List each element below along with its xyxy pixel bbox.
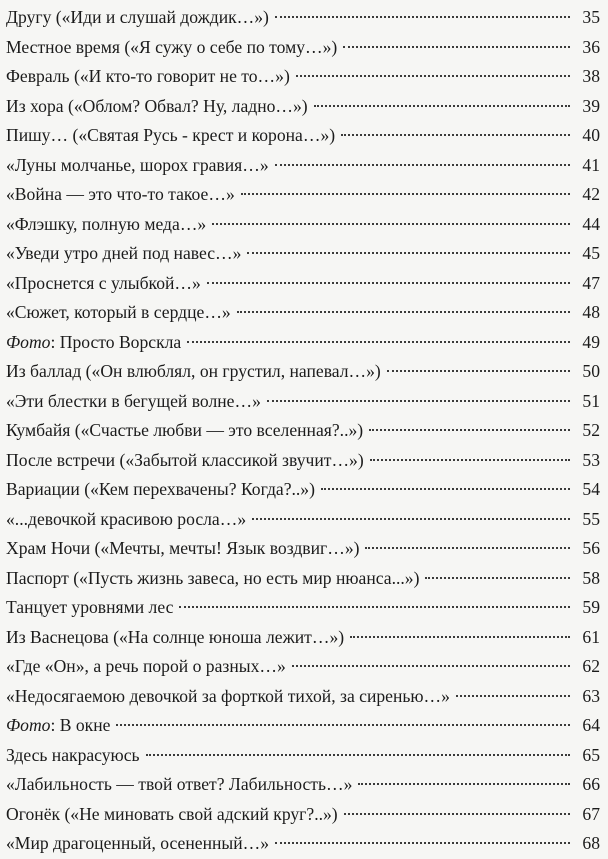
toc-entry-title (6, 357, 381, 387)
toc-entry-text: Здесь накрасуюсь (6, 744, 140, 765)
dot-leader (267, 400, 570, 402)
toc-entry-page-number: 54 (582, 479, 600, 499)
toc-entry-page-number: 56 (582, 538, 600, 558)
toc-entry-page-number: 53 (582, 449, 600, 470)
toc-entry-text: «...девочкой красивою росла…» (6, 508, 247, 529)
toc-entry-page-number: 59 (582, 597, 600, 617)
toc-entry-text: «Война — это что-то такое…» (6, 184, 235, 204)
toc-entry-text: «Уведи утро дней под навес…» (6, 243, 242, 263)
toc-entry-page-number: 42 (582, 184, 600, 204)
toc-entry-text: : В окне (50, 715, 111, 735)
toc-entry-title (6, 210, 206, 240)
toc-entry (6, 33, 600, 63)
toc-entry-text: «Эти блестки в бегущей волне…» (6, 390, 261, 411)
toc-entry-text: Пишу… («Святая Русь - крест и корона…») (6, 125, 336, 145)
toc-entry-text: Танцует уровнями лес (6, 597, 174, 617)
toc-entry-page-number: 50 (582, 361, 600, 381)
toc-entry-title (6, 180, 235, 210)
toc-entry-page-number: 62 (582, 656, 600, 676)
toc-entry-title (6, 800, 338, 830)
toc-entry (6, 564, 600, 594)
dot-leader (275, 16, 570, 18)
toc-entry (6, 446, 600, 476)
toc-entry-title (6, 62, 290, 92)
toc-entry (6, 3, 600, 33)
toc-entry (6, 210, 600, 240)
toc-entry-page-number: 49 (582, 331, 600, 352)
toc-entry-title (6, 239, 241, 269)
toc-entry-title (6, 564, 419, 594)
toc-entry (6, 593, 600, 623)
toc-entry-title (6, 534, 359, 564)
dot-leader (212, 223, 570, 225)
toc-entry-page-number: 55 (582, 508, 600, 529)
toc-entry-page-number: 64 (582, 715, 600, 735)
toc-entry (6, 357, 600, 387)
toc-entry-page-number: 61 (582, 626, 600, 647)
toc-entry-text: : Просто Ворскла (50, 331, 182, 352)
dot-leader (314, 105, 570, 107)
toc-entry (6, 269, 600, 299)
toc-entry (6, 62, 600, 92)
toc-entry-text: Паспорт («Пусть жизнь завеса, но есть мир нюанса...») (6, 567, 420, 588)
toc-entry (6, 682, 600, 712)
toc-entry-page-number: 63 (582, 685, 600, 706)
dot-leader (275, 164, 570, 166)
toc-entry (6, 623, 600, 653)
toc-entry-text: «Недосягаемою девочкой за форткой тихой, за сиренью…» (6, 685, 450, 706)
toc-entry-text: «Проснется с улыбкой…» (6, 272, 201, 293)
dot-leader (296, 75, 570, 77)
toc-entry (6, 652, 600, 682)
toc-entry-text: Огонёк («Не миновать свой адский круг?..») (6, 803, 338, 824)
toc-entry-prefix: Фото (6, 331, 51, 352)
toc-entry (6, 711, 600, 741)
toc-entry-title (6, 711, 110, 741)
toc-entry-title (6, 416, 363, 446)
dot-leader (343, 46, 570, 48)
toc-entry-page-number: 67 (582, 803, 600, 824)
toc-entry (6, 121, 600, 151)
toc-entry-text: «Луны молчанье, шорох гравия…» (6, 154, 269, 175)
toc-entry-title (6, 505, 246, 535)
dot-leader (179, 606, 570, 608)
toc-entry (6, 387, 600, 417)
toc-entry-text: Храм Ночи («Мечты, мечты! Язык воздвиг…») (6, 538, 360, 558)
toc-entry-title (6, 770, 352, 800)
dot-leader (292, 665, 570, 667)
toc-entry (6, 92, 600, 122)
dot-leader (252, 518, 570, 520)
toc-entry-title (6, 593, 173, 623)
toc-entry (6, 800, 600, 830)
toc-entry-title (6, 3, 269, 33)
dot-leader (247, 252, 570, 254)
toc-entry-title (6, 446, 364, 476)
toc-entry-text: Февраль («И кто-то говорит не то…») (6, 66, 290, 86)
toc-entry-page-number: 68 (582, 833, 600, 853)
toc-entry-page-number: 51 (582, 390, 600, 411)
dot-leader (370, 459, 570, 461)
dot-leader (187, 341, 570, 343)
toc-entry (6, 180, 600, 210)
toc-entry (6, 416, 600, 446)
toc-entry-title (6, 741, 140, 771)
dot-leader (365, 547, 570, 549)
dot-leader (207, 282, 570, 284)
toc-entry-text: Из Васнецова («На солнце юноша лежит…») (6, 626, 345, 647)
toc-entry-title (6, 682, 450, 712)
toc-entry-title (6, 475, 315, 505)
toc-entry-title (6, 652, 286, 682)
toc-entry-page-number: 58 (582, 567, 600, 588)
toc-entry-text: Кумбайя («Счастье любви — это вселенная?..») (6, 420, 364, 440)
dot-leader (350, 636, 570, 638)
dot-leader (341, 134, 570, 136)
toc-entry-page-number: 38 (582, 66, 600, 86)
toc-entry-prefix: Фото (6, 715, 51, 735)
toc-entry (6, 475, 600, 505)
toc-entry-page-number: 44 (582, 213, 600, 234)
dot-leader (116, 724, 570, 726)
dot-leader (241, 193, 570, 195)
toc-entry (6, 741, 600, 771)
dot-leader (321, 488, 570, 490)
toc-entry-text: Из баллад («Он влюблял, он грустил, напевал…») (6, 361, 381, 381)
toc-entry (6, 328, 600, 358)
toc-entry-page-number: 66 (582, 774, 600, 794)
toc-entry-text: «Сюжет, который в сердце…» (6, 302, 231, 322)
dot-leader (369, 429, 570, 431)
dot-leader (237, 311, 570, 313)
toc-entry (6, 534, 600, 564)
toc-entry (6, 151, 600, 181)
toc-entry (6, 505, 600, 535)
toc-entry-title (6, 151, 269, 181)
toc-entry (6, 770, 600, 800)
toc-entry (6, 298, 600, 328)
toc-entry-page-number: 40 (582, 125, 600, 145)
toc-entry-text: «Где «Он», а речь порой о разных…» (6, 656, 286, 676)
toc-entry (6, 239, 600, 269)
toc-entry-title (6, 328, 181, 358)
toc-entry-title (6, 623, 344, 653)
toc-entry-page-number: 48 (582, 302, 600, 322)
toc-entry-page-number: 45 (582, 243, 600, 263)
toc-entry-page-number: 52 (582, 420, 600, 440)
toc-entry-text: Другу («Иди и слушай дождик…») (6, 7, 269, 27)
toc-entry-page-number: 36 (582, 36, 600, 57)
toc-entry-title (6, 298, 231, 328)
toc-entry-text: Из хора («Облом? Обвал? Ну, ладно…») (6, 95, 308, 116)
toc-entry-text: После встречи («Забытой классикой звучит…») (6, 449, 364, 470)
toc-entry-page-number: 35 (582, 7, 600, 27)
toc-entry-title (6, 92, 308, 122)
dot-leader (344, 813, 570, 815)
dot-leader (425, 577, 570, 579)
toc-entry-text: «Мир драгоценный, осененный…» (6, 833, 270, 853)
toc-entry-text: «Лабильность — твой ответ? Лабильность…» (6, 774, 353, 794)
toc-entry-page-number: 39 (582, 95, 600, 116)
toc-entry-page-number: 65 (582, 744, 600, 765)
dot-leader (358, 783, 570, 785)
toc-entry-title (6, 33, 337, 63)
dot-leader (456, 695, 570, 697)
toc-entry-page-number: 47 (582, 272, 600, 293)
toc-entry-page-number: 41 (582, 154, 600, 175)
toc-entry-text: Вариации («Кем перехвачены? Когда?..») (6, 479, 315, 499)
toc-entry-title (6, 269, 201, 299)
toc-entry-title (6, 121, 335, 151)
toc-entry-text: Местное время («Я сужу о себе по тому…») (6, 36, 338, 57)
dot-leader (387, 370, 570, 372)
dot-leader (146, 754, 570, 756)
toc-entry-text: «Флэшку, полную меда…» (6, 213, 207, 234)
toc-entry-title (6, 387, 261, 417)
